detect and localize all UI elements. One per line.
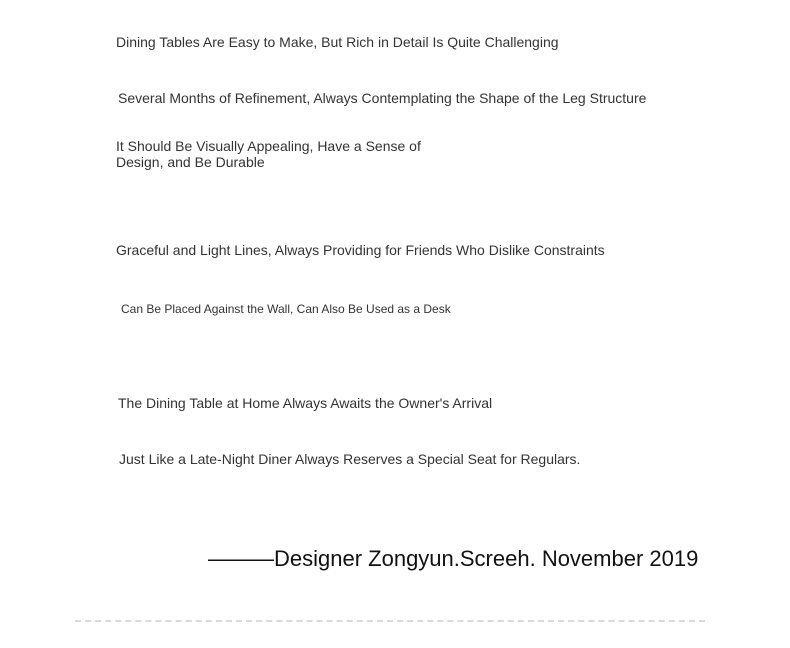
text-line-1: Dining Tables Are Easy to Make, But Rich in Detail Is Quite Challenging [116, 34, 559, 50]
text-line-2: Several Months of Refinement, Always Contemplating the Shape of the Leg Structure [118, 90, 647, 106]
designer-signature: ———Designer Zongyun.Screeh. November 2019 [208, 546, 699, 571]
text-line-3: It Should Be Visually Appealing, Have a Sense of Design, and Be Durable [116, 138, 421, 170]
text-line-4: Graceful and Light Lines, Always Providing for Friends Who Dislike Constraints [116, 242, 605, 258]
dashed-divider [75, 620, 705, 622]
text-line-6: The Dining Table at Home Always Awaits the Owner's Arrival [118, 395, 493, 411]
text-line-5: Can Be Placed Against the Wall, Can Also Be Used as a Desk [121, 302, 451, 316]
text-line-7: Just Like a Late-Night Diner Always Reserves a Special Seat for Regulars. [119, 451, 581, 467]
